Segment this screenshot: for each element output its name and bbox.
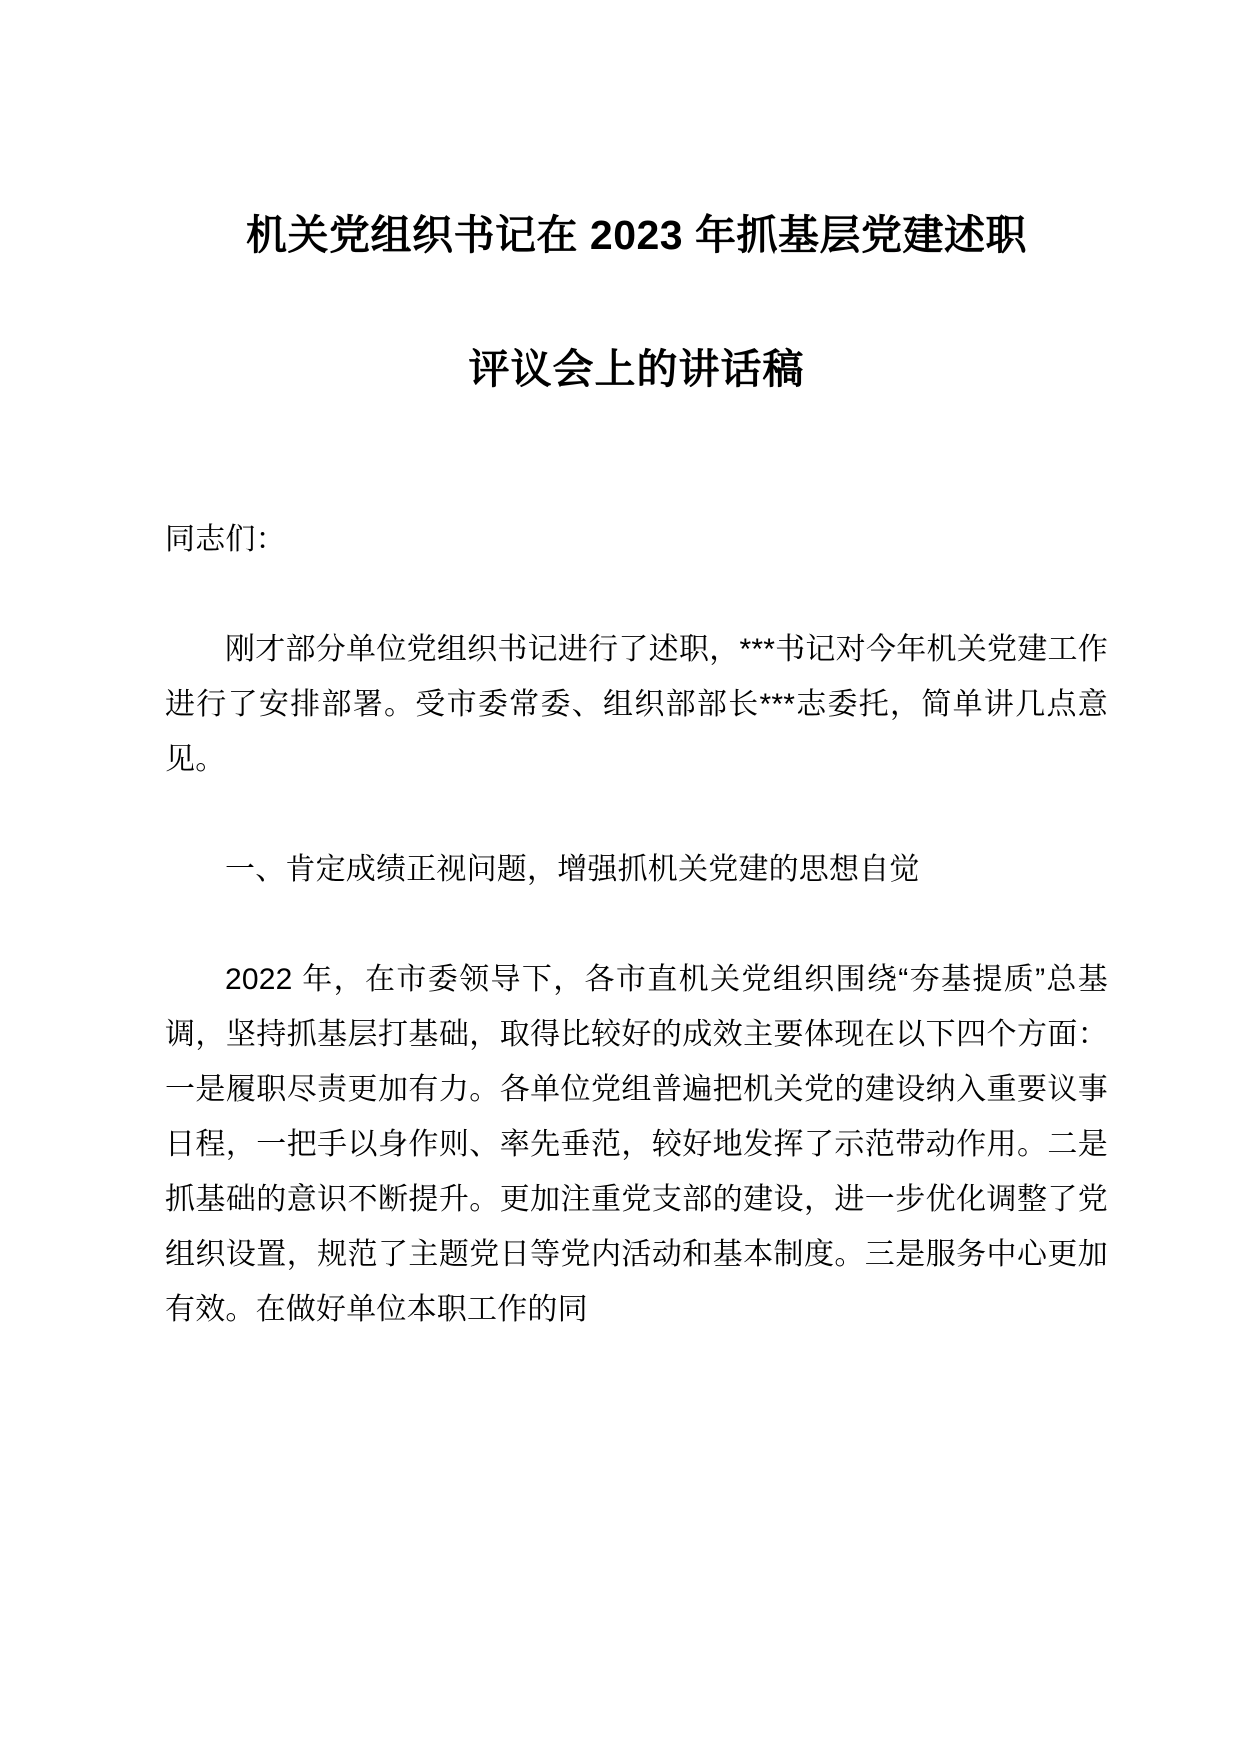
page-title-line-1: 机关党组织书记在 2023 年抓基层党建述职 [246,212,1027,258]
section-heading-one: 一、肯定成绩正视问题，增强抓机关党建的思想自觉 [225,853,920,886]
page-title-line-2: 评议会上的讲话稿 [468,346,805,392]
paragraph-section-one-body: 2022 年，在市委领导下，各市直机关党组织围绕“夯基提质”总基调，坚持抓基层打基础，取得比较好的成效主要体现在以下四个方面：一是履职尽责更加有力。各单位党组普遍把机关党的建设纳入重要议事日程，一把手以身作则、率先垂范，较好地发挥了示范带动作用。二是抓基础的意识不断提升。更加注重党支部的建设，进一步优化调整了党组织设置，规范了主题党日等党内活动和基本制度。三是服务中心更加有效。在做好单位本职工作的同 [165,963,1108,1326]
salutation: 同志们： [165,523,286,556]
paragraph-intro: 刚才部分单位党组织书记进行了述职，***书记对今年机关党建工作进行了安排部署。受市委常委、组织部部长***志委托，简单讲几点意见。 [165,633,1108,776]
page-title [165,0,1108,436]
